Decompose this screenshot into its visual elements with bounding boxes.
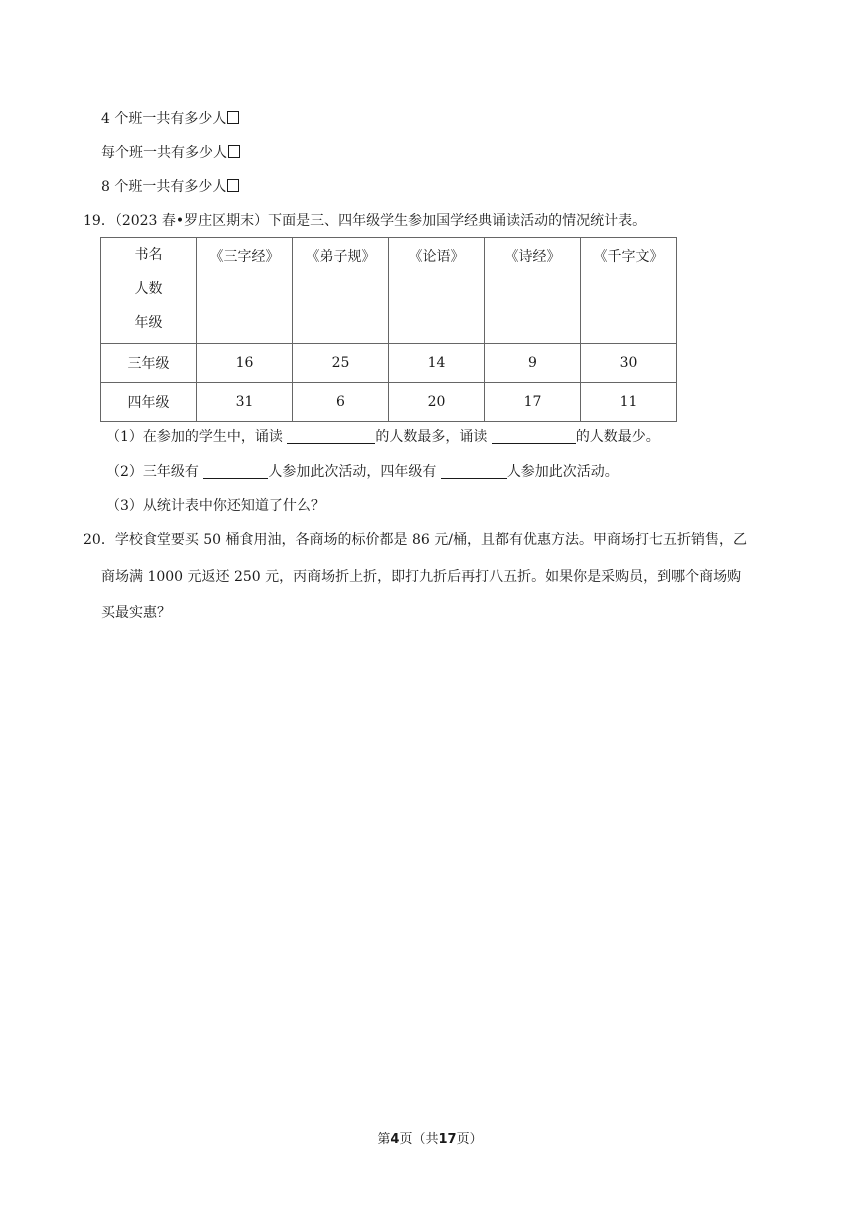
corner-label-grade: 年级 [134,315,163,331]
question-19-source: （2023 春•罗庄区期末） [114,213,269,229]
answer-blank[interactable] [287,429,375,444]
question-19-stem [83,211,646,231]
prev-item-2-text: 每个班一共有多少人 [101,145,227,161]
table-cell: 31 [197,383,293,422]
question-20-line3: 买最实惠？ [101,605,171,621]
table-cell: 11 [581,383,677,422]
corner-label-book: 书名 [134,247,163,263]
answer-blank[interactable] [203,464,268,479]
question-19-sub1 [106,427,660,447]
table-row [101,344,677,383]
prev-item-1 [101,109,239,129]
table-header-book: 《千字文》 [581,238,677,344]
sub1-text-c: 的人数最少。 [575,429,660,445]
footer-total-pages: 17 [438,1132,457,1147]
sub1-text-a: （1）在参加的学生中，诵读 [106,429,288,445]
page-footer [0,1128,860,1147]
question-19-sub3: （3）从统计表中你还知道了什么？ [106,498,325,514]
sub2-text-c: 人参加此次活动。 [506,464,619,480]
answer-box[interactable] [228,145,240,158]
table-corner-cell [101,238,197,344]
prev-item-2 [101,143,240,163]
table-header-book: 《三字经》 [197,238,293,344]
prev-item-3 [101,177,239,197]
footer-pre: 第 [377,1132,391,1147]
question-20-line2: 商场满 1000 元返还 250 元，丙商场折上折，即打九折后再打八五折。如果你是采购员，到哪个商场购 [101,569,742,585]
footer-page-number: 4 [390,1132,400,1147]
answer-blank[interactable] [492,429,576,444]
answer-box[interactable] [227,179,239,192]
question-20-text-1: 学校食堂要买 50 桶食用油，各商场的标价都是 86 元/桶，且都有优惠方法。甲商场打七五折销售，乙 [114,532,747,548]
statistics-table [100,237,677,422]
sub2-text-b: 人参加此次活动，四年级有 [268,464,441,480]
answer-blank[interactable] [441,464,507,479]
table-row [101,383,677,422]
prev-item-3-text: 8 个班一共有多少人 [101,179,227,195]
table-cell: 20 [389,383,485,422]
table-cell: 14 [389,344,485,383]
table-cell: 16 [197,344,293,383]
footer-post: 页） [456,1132,483,1147]
table-header-book: 《论语》 [389,238,485,344]
answer-box[interactable] [227,111,239,124]
sub2-text-a: （2）三年级有 [106,464,204,480]
grade-cell: 三年级 [101,344,197,383]
table-header-book: 《诗经》 [485,238,581,344]
question-19-number: 19． [83,213,115,229]
prev-item-1-text: 4 个班一共有多少人 [101,111,227,127]
corner-label-count: 人数 [134,281,163,297]
table-cell: 30 [581,344,677,383]
question-19-sub2 [106,462,619,482]
question-20-number: 20． [83,532,115,548]
table-cell: 9 [485,344,581,383]
question-20-line1 [83,530,747,550]
table-cell: 17 [485,383,581,422]
table-cell: 6 [293,383,389,422]
table-header-row [101,238,677,344]
grade-cell: 四年级 [101,383,197,422]
sub1-text-b: 的人数最多，诵读 [375,429,492,445]
question-19-text: 下面是三、四年级学生参加国学经典诵读活动的情况统计表。 [268,213,647,229]
table-header-book: 《弟子规》 [293,238,389,344]
footer-mid: 页（共 [399,1132,439,1147]
table-cell: 25 [293,344,389,383]
